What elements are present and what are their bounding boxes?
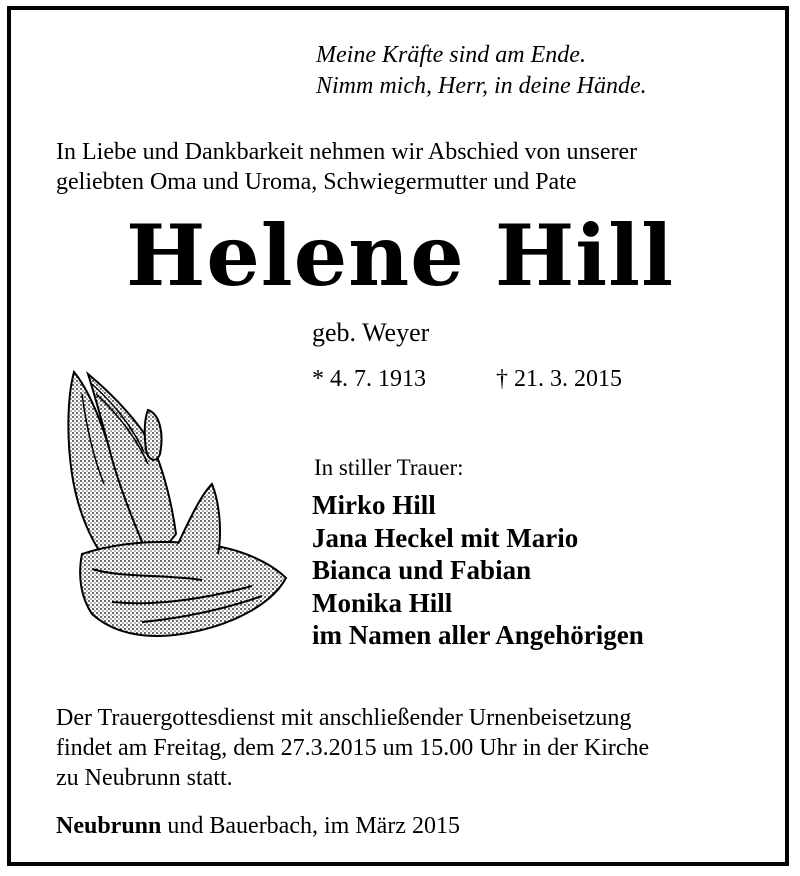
motto-verse — [316, 40, 647, 102]
intro-line-2: geliebten Oma und Uroma, Schwiegermutter und Pate — [56, 169, 577, 195]
deceased-name: Helene Hill — [125, 206, 675, 305]
service-announcement — [56, 703, 746, 793]
intro-text — [56, 137, 746, 197]
mourner-name: Mirko Hill — [312, 490, 436, 520]
praying-hands-icon — [52, 364, 288, 660]
mourner-name: Monika Hill — [312, 587, 453, 618]
maiden-name: geb. Weyer — [312, 318, 430, 347]
mourners-label: In stiller Trauer: — [314, 455, 464, 480]
motto-line-2: Nimm mich, Herr, in deine Hände. — [316, 73, 647, 99]
service-line-3: zu Neubrunn statt. — [56, 765, 233, 791]
service-line-2: findet am Freitag, dem 27.3.2015 um 15.00 Uhr in der Kirche — [56, 735, 650, 761]
place-date-rest: und Bauerbach, im März 2015 — [161, 813, 460, 839]
birth-date: * 4. 7. 1913 — [312, 366, 426, 392]
mourner-name: im Namen aller Angehörigen — [312, 620, 644, 650]
place-date-line — [56, 813, 460, 840]
intro-line-1: In Liebe und Dankbarkeit nehmen wir Abschied von unserer — [56, 139, 638, 165]
place-name: Neubrunn — [56, 813, 162, 839]
mourner-name: Jana Heckel mit Mario — [312, 522, 579, 553]
mourner-name: Bianca und Fabian — [312, 555, 532, 585]
death-date: † 21. 3. 2015 — [496, 366, 622, 392]
motto-line-1: Meine Kräfte sind am Ende. — [316, 42, 586, 68]
service-line-1: Der Trauergottesdienst mit anschließender Urnenbeisetzung — [56, 705, 632, 731]
mourners-list — [312, 489, 644, 652]
